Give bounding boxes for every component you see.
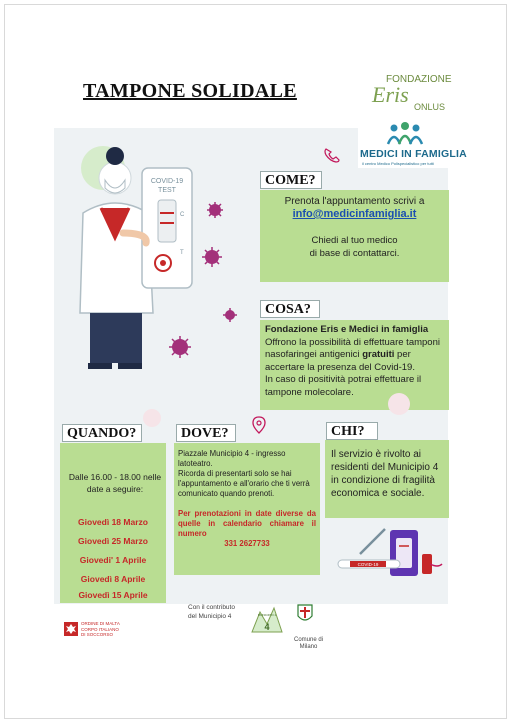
come-line-4: di base di contattarci. [309, 248, 400, 259]
date-item: Giovedì 25 Marzo [78, 536, 148, 546]
location-pin-icon [252, 416, 266, 434]
date-item: Giovedì 8 Aprile [80, 574, 146, 584]
svg-text:4: 4 [264, 622, 270, 632]
mif-logo-name: MEDICI IN FAMIGLIA [360, 148, 467, 160]
email-link[interactable]: info@medicinfamiglia.it [292, 208, 417, 220]
malta-line: DI SOCCORSO [81, 632, 114, 637]
chi-text: Il servizio è rivolto ai residenti del Municipio 4 in condizione di fragilità economica e sociale. [331, 449, 439, 499]
quando-intro: Dalle 16.00 - 18.00 nelle date a seguire: [68, 472, 162, 494]
come-line-3: Chiedi al tuo medico [311, 235, 398, 246]
milano-crest-icon [297, 604, 313, 624]
come-box [260, 190, 449, 282]
municipio-logo [250, 604, 284, 636]
date-item: Giovedì 18 Marzo [78, 517, 148, 527]
municipio-logo-label: MUNICIPIO 4 [257, 613, 277, 617]
malta-line: ORDINE DI MALTA [81, 621, 120, 626]
eris-logo-top: FONDAZIONE [386, 74, 452, 85]
come-heading: COME? [260, 171, 322, 189]
date-item: Giovedi' 1 Aprile [79, 555, 147, 565]
eris-logo-bottom: ONLUS [414, 102, 446, 112]
cosa-heading: COSA? [260, 300, 320, 318]
phone-icon [322, 146, 342, 164]
malta-line: CORPO ITALIANO [81, 626, 119, 632]
cosa-box [260, 320, 449, 410]
decorative-circle [143, 409, 161, 427]
maltese-cross-icon [64, 622, 78, 636]
phone-number[interactable]: 331 2627733 [224, 539, 270, 548]
contribution-line-2: del Municipio 4 [188, 613, 232, 620]
milano-line-2: Milano [299, 644, 318, 650]
chi-box [325, 440, 449, 518]
decorative-circle [388, 393, 410, 415]
dove-heading: DOVE? [176, 424, 236, 442]
dove-red-text: Per prenotazioni in date diverse da quelle in calendario chiamare il numero [178, 509, 316, 538]
chi-heading: CHI? [326, 422, 378, 440]
date-item: Giovedì 15 Aprile [78, 590, 148, 600]
test-label-1: COVID-19 [150, 178, 184, 185]
tube-label: COVID-19 [357, 562, 379, 567]
malta-logo-text [81, 621, 120, 638]
quando-heading: QUANDO? [62, 424, 142, 442]
people-icon [358, 120, 452, 148]
cosa-bold-line: Fondazione Eris e Medici in famiglia [265, 324, 429, 335]
dove-address: Piazzale Municipio 4 - ingresso latoteatro. [178, 449, 286, 468]
milano-line-1: Comune di [294, 637, 324, 643]
eris-logo-name: Eris [372, 82, 409, 107]
cosa-text-last: In caso di positività potrai effettuare il tampone molecolare. [265, 374, 422, 398]
contribution-line-1: Con il contributo [188, 604, 235, 611]
test-c-label: C [180, 212, 185, 218]
test-label-2: TEST [158, 187, 176, 194]
dove-note: Ricorda di presentarti solo se hai l'appuntamento e all'orario che ti verrà comunicato quando prenoti. [178, 469, 310, 498]
test-t-label: T [180, 250, 184, 256]
fondazione-eris-logo [358, 72, 453, 114]
cosa-text-bold: gratuiti [362, 349, 395, 360]
page-title: TAMPONE SOLIDALE [83, 80, 297, 102]
mif-logo-subtitle: il centro Medico Polispecialistico per tutti [362, 161, 434, 166]
cosa-text-pre: Offrono la possibilità di effettuare tamponi nasofaringei antigenici [265, 336, 440, 360]
medici-in-famiglia-logo [358, 120, 467, 168]
cosa-text-post: per accertare la presenza del Covid-19. [265, 349, 415, 373]
test-tubes-illustration [330, 524, 448, 582]
milano-logo-text [294, 637, 323, 651]
dove-box [174, 443, 320, 575]
footer-contribution [188, 603, 235, 621]
come-line-1: Prenota l'appuntamento scrivi a [284, 196, 425, 207]
quando-box [60, 443, 166, 603]
